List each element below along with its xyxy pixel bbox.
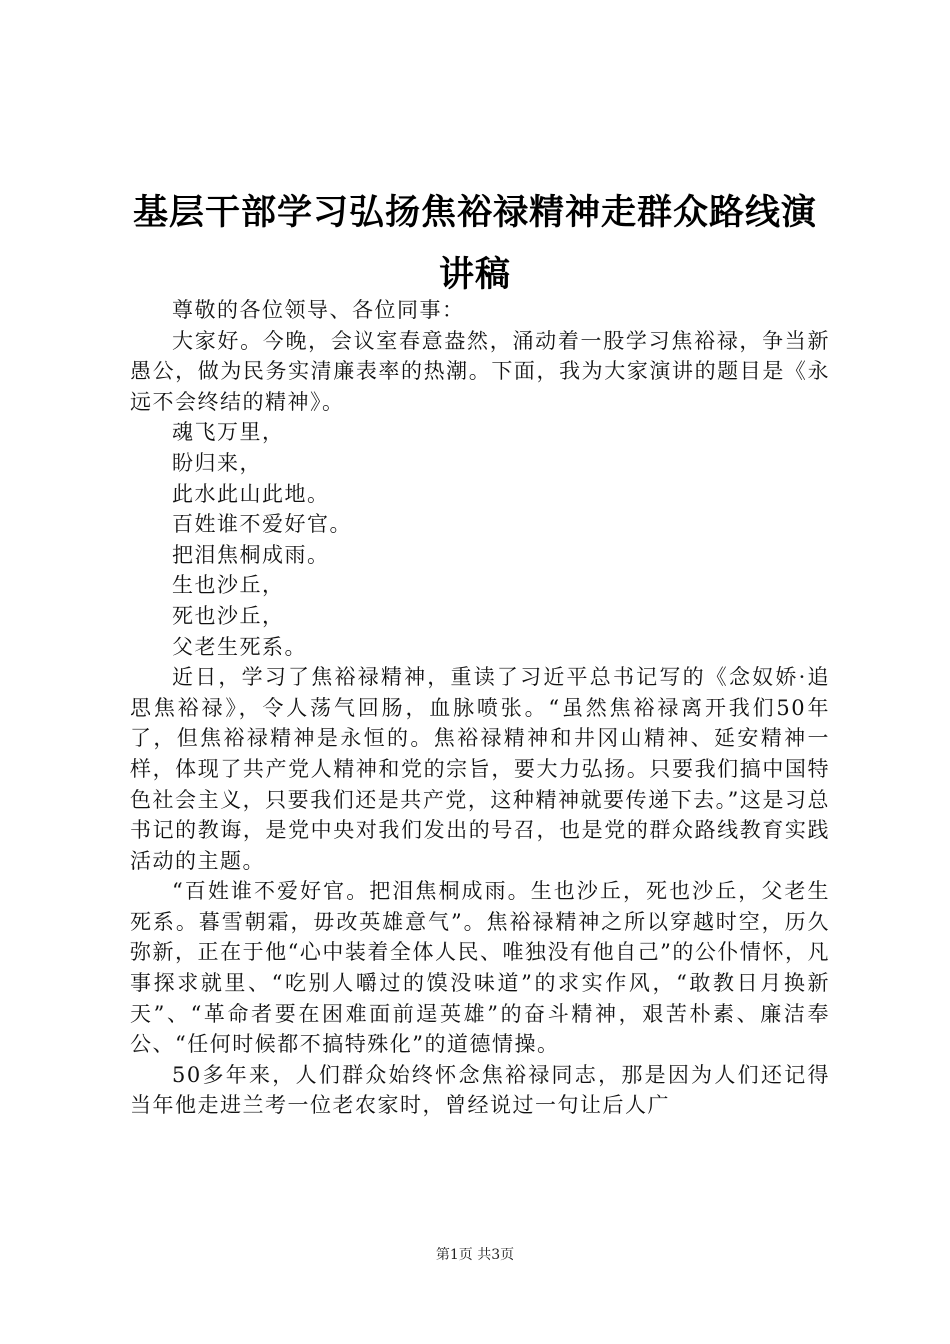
poem-line: 死也沙丘，: [172, 603, 285, 628]
page-number-footer: 第1页 共3页: [435, 1247, 515, 1263]
paragraph: 大家好。今晚，会议室春意盎然，涌动着一股学习焦裕禄，争当新愚公，做为民务实清廉表率的热潮。下面，我为大家演讲的题目是《永远不会终结的精神》。: [130, 328, 830, 414]
poem-line: 百姓谁不爱好官。: [172, 512, 352, 537]
poem-line: 盼归来，: [172, 450, 262, 475]
poem-line: 魂飞万里，: [172, 420, 285, 445]
document-title: 基层干部学习弘扬焦裕禄精神走群众路线演讲稿: [132, 193, 817, 295]
salutation: 尊敬的各位领导、各位同事：: [172, 298, 465, 322]
paragraph: 近日，学习了焦裕禄精神，重读了习近平总书记写的《念奴娇·追思焦裕禄》，令人荡气回肠，血脉喷张。“虽然焦裕禄离开我们50年了，但焦裕禄精神是永恒的。焦裕禄精神和井冈山精神、延安精神一样，体现了共产党人精神和党的宗旨，要大力弘扬。只要我们搞中国特色社会主义，只要我们还是共产党，这种精神就要传递下去。”这是习总书记的教诲，是党中央对我们发出的号召，也是党的群众路线教育实践活动的主题。: [130, 665, 830, 873]
poem-line: 此水此山此地。: [172, 481, 330, 506]
document-body: [130, 295, 830, 1121]
paragraph: 50多年来，人们群众始终怀念焦裕禄同志，那是因为人们还记得当年他走进兰考一位老农家时，曾经说过一句让后人广: [130, 1062, 830, 1118]
poem-line: 父老生死系。: [172, 634, 307, 659]
paragraph: “百姓谁不爱好官。把泪焦桐成雨。生也沙丘，死也沙丘，父老生死系。暮雪朝霜，毋改英雄意气”。焦裕禄精神之所以穿越时空，历久弥新，正在于他“心中装着全体人民、唯独没有他自己”的公仆情怀，凡事探求就里、“吃别人嚼过的馍没味道”的求实作风，“敢教日月换新天”、“革命者要在困难面前逞英雄”的奋斗精神，艰苦朴素、廉洁奉公、“任何时候都不搞特殊化”的道德情操。: [130, 879, 830, 1057]
poem-line: 把泪焦桐成雨。: [172, 542, 330, 567]
poem-line: 生也沙丘，: [172, 573, 285, 598]
